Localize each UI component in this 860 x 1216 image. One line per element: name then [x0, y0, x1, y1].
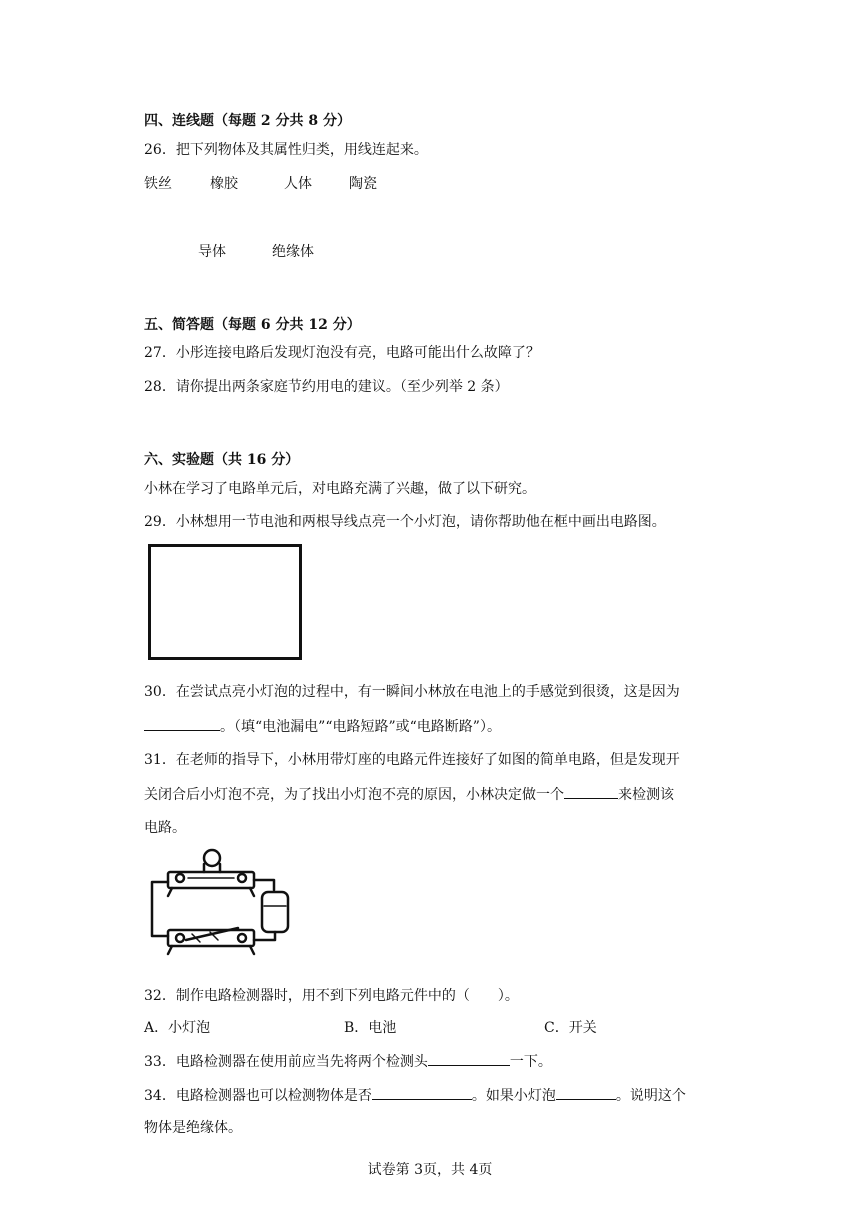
- wire: [152, 882, 168, 936]
- answer-blank[interactable]: [372, 1085, 472, 1100]
- answer-blank[interactable]: [428, 1051, 510, 1066]
- question-31-text-b: 来检测该: [618, 787, 674, 803]
- question-33: [144, 1051, 552, 1072]
- section5-heading: 五、简答题（每题 6 分共 12 分）: [144, 317, 361, 333]
- section4-heading: 四、连线题（每题 2 分共 8 分）: [144, 113, 351, 129]
- question-26: 26．把下列物体及其属性归类，用线连起来。: [144, 142, 428, 158]
- question-34-text-a: 34．电路检测器也可以检测物体是否: [144, 1088, 372, 1104]
- drawing-box: [148, 544, 302, 660]
- question-33-text-b: 一下。: [509, 1054, 552, 1070]
- bulb: [204, 850, 220, 866]
- question-34-text-c: 。说明这个: [615, 1088, 686, 1104]
- object-item: 人体: [284, 176, 312, 192]
- section6-intro: 小林在学习了电路单元后，对电路充满了兴趣，做了以下研究。: [144, 481, 536, 497]
- object-item: 橡胶: [210, 176, 238, 192]
- question-34-line2: 物体是绝缘体。: [144, 1120, 242, 1136]
- circuit-diagram: [140, 848, 320, 968]
- object-item: 铁丝: [144, 176, 172, 192]
- question-30-line2: [144, 716, 501, 737]
- section6-heading: 六、实验题（共 16 分）: [144, 452, 300, 468]
- question-34-text-b: 。如果小灯泡: [471, 1088, 556, 1104]
- answer-blank[interactable]: [556, 1085, 616, 1100]
- question-29: 29．小林想用一节电池和两根导线点亮一个小灯泡，请你帮助他在框中画出电路图。: [144, 514, 666, 530]
- question-31-line3: 电路。: [144, 820, 186, 836]
- option-b[interactable]: B．电池: [344, 1020, 397, 1036]
- answer-blank[interactable]: [144, 716, 220, 731]
- question-30-line1: 30．在尝试点亮小灯泡的过程中，有一瞬间小林放在电池上的手感觉到很烫，这是因为: [144, 684, 680, 700]
- option-a[interactable]: A．小灯泡: [144, 1020, 211, 1036]
- object-item: 陶瓷: [349, 176, 377, 192]
- property-item: 导体: [198, 244, 226, 260]
- property-item: 绝缘体: [272, 244, 314, 260]
- page-footer: 试卷第 3页，共 4页: [367, 1162, 493, 1178]
- question-28: 28．请你提出两条家庭节约用电的建议。（至少列举 2 条）: [144, 379, 509, 395]
- option-c[interactable]: C．开关: [544, 1020, 597, 1036]
- question-31-line1: 31．在老师的指导下，小林用带灯座的电路元件连接好了如图的简单电路，但是发现开: [144, 752, 680, 768]
- question-31-text-a: 关闭合后小灯泡不亮，为了找出小灯泡不亮的原因，小林决定做一个: [144, 787, 564, 803]
- question-30-hint: 。（填“电池漏电”“电路短路”或“电路断路”）。: [220, 719, 501, 735]
- question-27: 27．小彤连接电路后发现灯泡没有亮，电路可能出什么故障了？: [144, 345, 540, 361]
- battery: [262, 892, 288, 932]
- question-34-line1: [144, 1085, 686, 1106]
- answer-blank[interactable]: [564, 784, 618, 799]
- question-33-text-a: 33．电路检测器在使用前应当先将两个检测头: [144, 1054, 428, 1070]
- question-32: 32．制作电路检测器时，用不到下列电路元件中的（ ）。: [144, 988, 519, 1004]
- question-31-line2: [144, 784, 674, 805]
